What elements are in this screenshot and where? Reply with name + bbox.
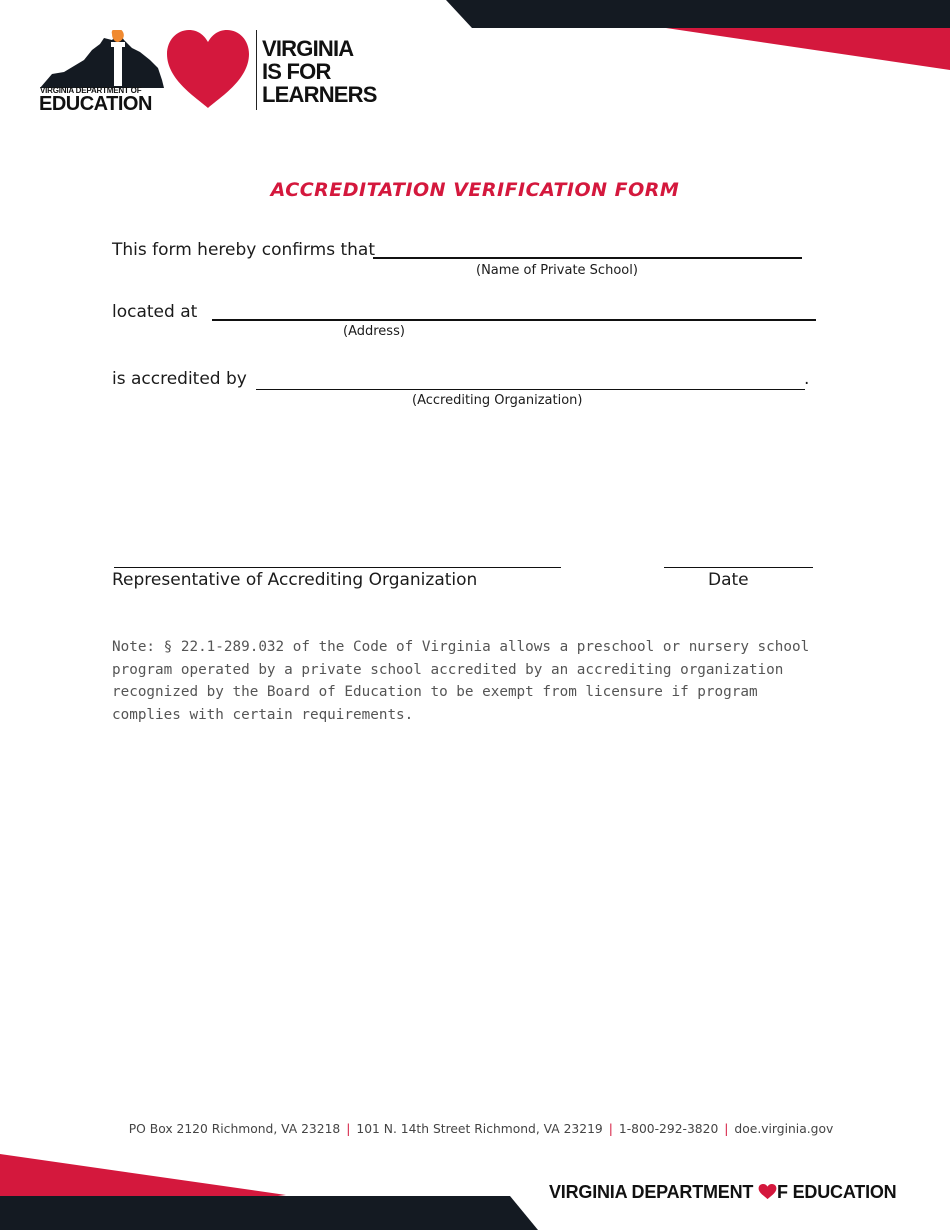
footer-street: 101 N. 14th Street Richmond, VA 23219 [356, 1122, 603, 1136]
signature-label: Representative of Accrediting Organization [112, 570, 478, 590]
school-label: This form hereby confirms that [112, 240, 376, 260]
footer-brand [549, 1182, 896, 1203]
heart-icon [758, 1184, 777, 1200]
logo-divider [256, 30, 257, 110]
agency-logo-line2: EDUCATION [39, 93, 152, 115]
footer-phone[interactable]: 1-800-292-3820 [618, 1122, 719, 1136]
heart-logo-icon [167, 30, 249, 110]
accreditor-hint: (Accrediting Organization) [412, 393, 583, 408]
virginia-state-outline-icon [40, 30, 165, 90]
footer-separator: | [724, 1122, 729, 1136]
signature-field[interactable] [114, 567, 561, 568]
footer-separator: | [346, 1122, 351, 1136]
school-hint: (Name of Private School) [476, 263, 638, 278]
form-title: ACCREDITATION VERIFICATION FORM [270, 179, 680, 201]
campaign-logo-line2: IS FOR [262, 59, 331, 84]
address-label: located at [112, 302, 198, 322]
date-label: Date [708, 570, 749, 590]
campaign-logo-text [262, 37, 377, 106]
school-name-field[interactable] [373, 257, 802, 259]
address-hint: (Address) [343, 324, 405, 339]
footer-website[interactable]: doe.virginia.gov [734, 1122, 834, 1136]
address-field[interactable] [212, 319, 816, 321]
footer-contact [0, 1122, 950, 1136]
campaign-logo-line3: LEARNERS [262, 82, 377, 107]
accreditor-label: is accredited by [112, 369, 247, 389]
date-field[interactable] [664, 567, 813, 568]
footer-brand-part1: VIRGINIA DEPARTMENT [549, 1182, 754, 1202]
footer-separator: | [608, 1122, 613, 1136]
campaign-logo-line1: VIRGINIA [262, 36, 354, 61]
accreditor-field[interactable] [256, 389, 805, 390]
legal-note: Note: § 22.1-289.032 of the Code of Virginia allows a preschool or nursery school program operated by a private school accredited by an accrediting organization recognized by the Board of Education to be exempt from licensure if program complies with certain requirements. [112, 639, 810, 723]
footer-po-box: PO Box 2120 Richmond, VA 23218 [128, 1122, 341, 1136]
agency-logo-line1: VIRGINIA DEPARTMENT OF [40, 86, 142, 95]
accreditor-period: . [804, 369, 810, 389]
footer-brand-part2: F EDUCATION [777, 1182, 897, 1202]
